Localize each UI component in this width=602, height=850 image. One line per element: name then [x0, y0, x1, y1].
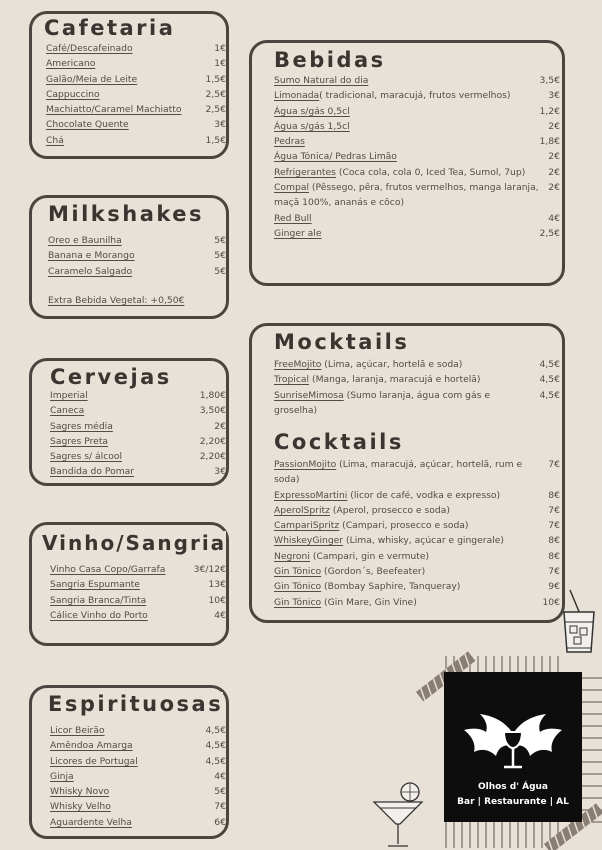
menu-item	[274, 549, 560, 564]
menu-item-text	[274, 579, 460, 594]
menu-item	[46, 87, 226, 102]
menu-item-price: 10€	[542, 596, 560, 608]
menu-item	[50, 769, 226, 784]
menu-item	[48, 248, 226, 263]
menu-item	[50, 419, 226, 434]
menu-item-price: 2€	[548, 166, 560, 178]
menu-item-text	[274, 180, 542, 211]
menu-item-text	[274, 226, 322, 241]
menu-item-price: 3€	[548, 90, 560, 102]
menu-item-text	[274, 372, 480, 387]
menu-item-text	[46, 117, 129, 132]
menu-item	[48, 233, 226, 248]
menu-item-price: 1€	[214, 43, 226, 54]
menu-item-price: 2,5€	[205, 104, 226, 116]
menu-item-text	[274, 134, 305, 149]
menu-item-text	[48, 264, 132, 279]
menu-item-price: 1,2€	[539, 105, 560, 117]
menu-item-price: 3€	[214, 119, 226, 131]
menu-item-text	[50, 738, 133, 753]
menu-item-description: (Pêssego, pêra, frutos vermelhos, manga laranja, maçã 100%, ananás e côco)	[274, 182, 539, 209]
menu-item-text	[274, 388, 534, 419]
menu-item-name: ExpressoMartini	[274, 489, 348, 501]
menu-item-price: 7€	[548, 504, 560, 516]
menu-item	[50, 403, 226, 418]
menu-item	[274, 165, 560, 180]
menu-item-name: Sagres Preta	[50, 435, 109, 447]
menu-item-name: Red Bull	[274, 212, 312, 224]
menu-item	[274, 579, 560, 594]
menu-item-text	[50, 403, 84, 418]
menu-item	[50, 577, 226, 592]
menu-item-text	[46, 133, 64, 148]
menu-item-description: (Lima, açúcar, hortelã e soda)	[321, 359, 463, 370]
menu-item-price: 2,20€	[199, 435, 226, 447]
menu-item-name: PassionMojito	[274, 459, 337, 470]
milkshakes-list	[48, 233, 226, 279]
cervejas-title: Cervejas	[50, 365, 172, 389]
menu-item-name: Cálice Vinho do Porto	[50, 609, 148, 621]
menu-item-price: 5€	[214, 786, 226, 798]
menu-item-text	[50, 608, 148, 623]
menu-item-price: 4,5€	[205, 740, 226, 752]
menu-item	[50, 434, 226, 449]
menu-item	[274, 357, 560, 372]
bebidas-list	[274, 73, 560, 241]
menu-item	[50, 799, 226, 814]
menu-item-text	[50, 815, 132, 830]
menu-item-price: 1,80€	[199, 390, 226, 401]
menu-item-text	[274, 119, 350, 134]
menu-item-text	[274, 88, 510, 103]
menu-item	[274, 564, 560, 579]
menu-item-price: 4€	[214, 609, 226, 621]
menu-item-name: Pedras	[274, 136, 305, 148]
menu-item-price: 2€	[548, 120, 560, 132]
menu-item	[274, 388, 560, 419]
menu-item-text	[50, 562, 165, 577]
menu-item-name: Ginja	[50, 770, 74, 782]
brand-logo	[444, 672, 582, 822]
menu-item-price: 7€	[548, 520, 560, 532]
menu-item	[274, 73, 560, 88]
menu-item-price: 1€	[214, 58, 226, 70]
menu-item-text	[50, 419, 113, 434]
menu-item	[50, 562, 226, 577]
menu-item-price: 9€	[548, 581, 560, 593]
menu-item	[274, 88, 560, 103]
brand-name: Olhos d' Água	[477, 782, 549, 792]
cocktails-list	[274, 457, 560, 610]
menu-item-text	[274, 211, 312, 226]
menu-item-price: 3,50€	[199, 405, 226, 417]
menu-item-description: (licor de café, vodka e expresso)	[347, 489, 501, 501]
menu-item	[274, 595, 560, 610]
menu-item-description: (Lima, whisky, açúcar e gingerale)	[343, 535, 504, 547]
menu-item	[274, 226, 560, 241]
cocktails-title: Cocktails	[274, 430, 404, 454]
menu-item	[274, 518, 560, 533]
menu-item-description: ( tradicional, maracujá, frutos vermelhos)	[319, 90, 511, 102]
menu-item-text	[274, 503, 450, 518]
menu-item-name: Gin Tónico	[274, 581, 322, 593]
margarita-glass-icon	[370, 780, 426, 850]
menu-item-price: 1,5€	[205, 73, 226, 85]
menu-item-name: AperolSpritz	[274, 504, 330, 516]
menu-item-price: 4,5€	[205, 725, 226, 736]
menu-item-name: Whisky Velho	[50, 801, 111, 813]
menu-item-name: Sagres s/ álcool	[50, 451, 123, 463]
menu-item	[274, 134, 560, 149]
menu-item-name: Whisky Novo	[50, 786, 110, 798]
menu-item-text	[274, 104, 350, 119]
menu-item-name: Cappuccino	[46, 88, 100, 100]
menu-item	[274, 211, 560, 226]
menu-item-name: Aguardente Velha	[50, 816, 132, 828]
menu-item-name: Chá	[46, 134, 64, 146]
menu-item-text	[46, 72, 137, 87]
cafetaria-title: Cafetaria	[44, 16, 176, 40]
cafetaria-section	[29, 11, 229, 159]
menu-item-text	[46, 87, 100, 102]
menu-item-name: Bandida do Pomar	[50, 466, 135, 478]
menu-item-price: 1,8€	[539, 136, 560, 148]
menu-item-price: 2,5€	[205, 88, 226, 100]
menu-item-price: 2,20€	[199, 451, 226, 463]
menu-item-name: Compal	[274, 182, 310, 194]
vinho-list	[50, 562, 226, 623]
menu-item-price: 4,5€	[539, 374, 560, 386]
menu-item-name: SunriseMimosa	[274, 389, 344, 401]
menu-item-description: (Aperol, prosecco e soda)	[329, 504, 450, 516]
menu-item-text	[274, 457, 542, 488]
bat-wine-glass-icon	[458, 694, 568, 776]
menu-item-description: (Bombay Saphire, Tanqueray)	[321, 581, 461, 593]
menu-item-price: 8€	[548, 535, 560, 547]
menu-item-text	[50, 449, 122, 464]
menu-item-price: 4,5€	[539, 359, 560, 370]
menu-item-name: Caramelo Salgado	[48, 265, 133, 277]
menu-item-price: 3€	[214, 466, 226, 478]
menu-item	[274, 372, 560, 387]
menu-item-price: 10€	[208, 594, 226, 606]
menu-item-price: 8€	[548, 550, 560, 562]
menu-item	[48, 264, 226, 279]
espirituosas-list	[50, 723, 226, 830]
menu-item-name: Ginger ale	[274, 227, 322, 239]
menu-item-name: Licor Beirão	[50, 725, 105, 736]
menu-item-name: Oreo e Baunilha	[48, 235, 122, 246]
menu-item-name: Café/Descafeinado	[46, 43, 133, 54]
menu-item-text	[274, 564, 425, 579]
menu-item-name: Limonada	[274, 90, 320, 102]
menu-item-text	[50, 388, 88, 403]
menu-item-name: Gin Tónico	[274, 566, 322, 578]
menu-item-text	[274, 488, 500, 503]
menu-item-price: 4,5€	[539, 389, 560, 401]
menu-item-name: Negroni	[274, 550, 310, 562]
menu-item-price: 7€	[548, 459, 560, 470]
menu-item-name: Água Tónica/ Pedras Limão	[274, 151, 397, 163]
menu-item-name: FreeMojito	[274, 359, 322, 370]
menu-item-text	[50, 434, 108, 449]
menu-item-text	[50, 799, 111, 814]
vinho-title: Vinho/Sangria	[42, 531, 227, 555]
menu-item-price: 2€	[548, 182, 560, 194]
menu-item-price: 6€	[214, 816, 226, 828]
menu-item	[46, 117, 226, 132]
vinho-section	[29, 522, 229, 646]
menu-item-price: 7€	[548, 566, 560, 578]
menu-item	[274, 488, 560, 503]
menu-item-name: Água s/gás 1,5cl	[274, 120, 350, 132]
menu-item-text	[50, 593, 146, 608]
menu-item-text	[50, 784, 109, 799]
menu-item-price: 5€	[214, 250, 226, 262]
menu-item-price: 3,5€	[539, 75, 560, 86]
menu-item-name: Refrigerantes	[274, 166, 336, 178]
menu-item-text	[50, 754, 138, 769]
menu-item-name: Água s/gás 0,5cl	[274, 105, 350, 117]
menu-item-description: (Campari, gin e vermute)	[309, 550, 430, 562]
menu-item-text	[274, 595, 417, 610]
menu-item-name: Americano	[46, 58, 96, 70]
cervejas-list	[50, 388, 226, 480]
menu-item-price: 13€	[208, 579, 226, 591]
menu-item	[274, 533, 560, 548]
menu-item-text	[50, 723, 105, 738]
menu-item-name: Sangria Espumante	[50, 579, 140, 591]
menu-item-name: Gin Tónico	[274, 596, 322, 608]
menu-item-price: 5€	[214, 235, 226, 246]
menu-item-price: 4,5€	[205, 755, 226, 767]
menu-item	[50, 449, 226, 464]
menu-item-name: Amêndoa Amarga	[50, 740, 133, 752]
menu-item	[46, 41, 226, 56]
menu-item	[50, 593, 226, 608]
menu-item	[50, 784, 226, 799]
milkshakes-title: Milkshakes	[48, 202, 205, 226]
menu-item	[46, 56, 226, 71]
menu-item-name: CampariSpritz	[274, 520, 340, 532]
menu-item-name: Sangria Branca/Tinta	[50, 594, 147, 606]
menu-item-text	[274, 533, 504, 548]
menu-item-name: Imperial	[50, 390, 88, 401]
menu-item-text	[274, 518, 469, 533]
menu-item-text	[274, 165, 525, 180]
menu-item-text	[50, 464, 134, 479]
menu-item	[274, 180, 560, 211]
menu-item-name: Banana e Morango	[48, 250, 135, 262]
menu-item-price: 1,5€	[205, 134, 226, 146]
menu-item-description: (Gin Mare, Gin Vine)	[321, 596, 417, 608]
menu-item-name: Tropical	[274, 374, 310, 386]
milkshakes-section	[29, 195, 229, 319]
menu-item	[50, 754, 226, 769]
menu-item-price: 4€	[548, 212, 560, 224]
espirituosas-title: Espirituosas	[48, 692, 224, 716]
menu-item-text	[46, 56, 95, 71]
menu-item-description: (Gordon´s, Beefeater)	[321, 566, 426, 578]
menu-item-text	[46, 102, 182, 117]
menu-item	[274, 503, 560, 518]
menu-item-description: (Coca cola, cola 0, Iced Tea, Sumol, 7up)	[335, 166, 526, 178]
cervejas-section	[29, 358, 229, 486]
menu-item	[46, 72, 226, 87]
menu-item-text	[274, 149, 397, 164]
bebidas-title: Bebidas	[274, 48, 386, 72]
menu-item-name: Galão/Meia de Leite	[46, 73, 138, 85]
menu-item	[274, 149, 560, 164]
menu-item-name: WhiskeyGinger	[274, 535, 344, 547]
bebidas-section	[249, 40, 565, 286]
menu-item	[50, 464, 226, 479]
cafetaria-list	[46, 41, 226, 148]
menu-item-name: Sagres média	[50, 420, 113, 432]
mocktails-list	[274, 357, 560, 418]
menu-item	[50, 388, 226, 403]
menu-item-price: 7€	[214, 801, 226, 813]
menu-item-name: Licores de Portugal	[50, 755, 138, 767]
menu-item	[46, 133, 226, 148]
menu-item-name: Chocolate Quente	[46, 119, 129, 131]
menu-item	[50, 738, 226, 753]
menu-item-price: 5€	[214, 265, 226, 277]
menu-item-price: 4€	[214, 770, 226, 782]
menu-item	[274, 104, 560, 119]
menu-item-text	[274, 73, 368, 88]
menu-item-price: 3€/12€	[193, 564, 226, 575]
menu-item	[50, 723, 226, 738]
menu-item-text	[46, 41, 133, 56]
menu-item-text	[274, 357, 462, 372]
menu-item-text	[50, 769, 74, 784]
menu-item-description: (Campari, prosecco e soda)	[339, 520, 469, 532]
menu-item-name: Vinho Casa Copo/Garrafa	[50, 564, 166, 575]
menu-item-name: Machiatto/Caramel Machiatto	[46, 104, 182, 116]
espirituosas-section	[29, 685, 229, 839]
menu-item	[50, 608, 226, 623]
menu-item-name: Sumo Natural do dia	[274, 75, 369, 86]
menu-item-description: (Sumo laranja, água com gás e groselha)	[274, 389, 491, 416]
menu-item-text	[274, 549, 429, 564]
menu-item-text	[50, 577, 140, 592]
menu-item-name: Caneca	[50, 405, 85, 417]
menu-item	[274, 457, 560, 488]
milkshakes-extra: Extra Bebida Vegetal: +0,50€	[48, 295, 185, 306]
menu-item	[50, 815, 226, 830]
menu-item	[46, 102, 226, 117]
menu-item-text	[48, 248, 135, 263]
menu-item-price: 2€	[548, 151, 560, 163]
menu-item-price: 2€	[214, 420, 226, 432]
menu-item-description: (Lima, maracujá, açúcar, hortelã, rum e soda)	[274, 459, 523, 486]
menu-item-price: 8€	[548, 489, 560, 501]
brand-tagline: Bar | Restaurante | AL	[457, 797, 569, 807]
menu-item-price: 2,5€	[539, 227, 560, 239]
menu-item-text	[48, 233, 122, 248]
mocktails-title: Mocktails	[274, 330, 410, 354]
menu-item	[274, 119, 560, 134]
drinks-section	[249, 323, 565, 623]
menu-item-description: (Manga, laranja, maracujá e hortelã)	[309, 374, 481, 386]
